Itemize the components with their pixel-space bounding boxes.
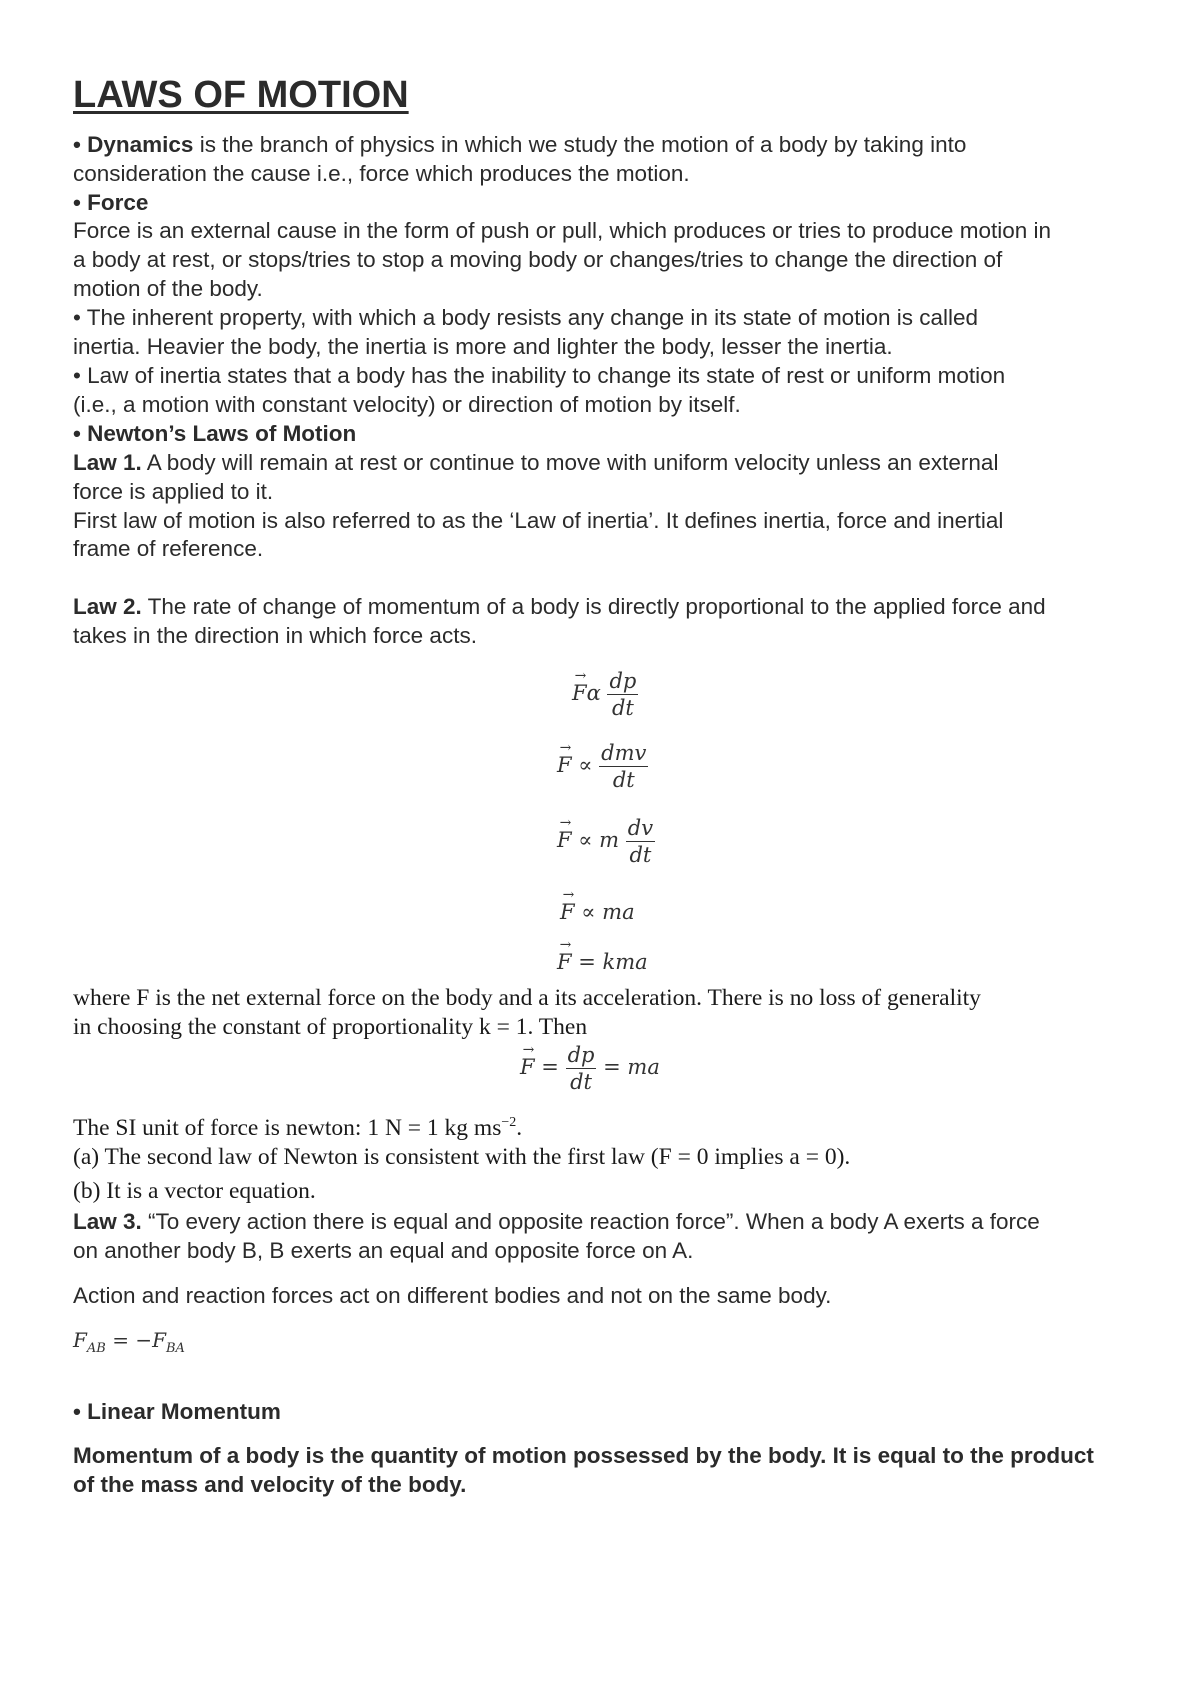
serif-line: (a) The second law of Newton is consistent with the first law (F = 0 implies a = 0). xyxy=(73,1144,851,1170)
eq-rhs: = ma xyxy=(603,1055,660,1079)
heading-text: • Linear Momentum xyxy=(73,1399,281,1424)
text-line: on another body B, B exerts an equal and opposite force on A. xyxy=(73,1238,694,1263)
eq-symbol: F → xyxy=(557,828,572,852)
subscript: AB xyxy=(86,1341,106,1356)
eq-symbol: F xyxy=(73,1328,87,1352)
serif-text: . xyxy=(516,1114,523,1141)
eq-operator: ∝ m xyxy=(578,828,620,852)
bold-text: Momentum of a body is the quantity of motion possessed by the body. It is equal to the product xyxy=(73,1443,1094,1468)
eq-symbol: F → xyxy=(557,753,572,777)
text-line: takes in the direction in which force acts. xyxy=(73,623,477,648)
line-text: is the branch of physics in which we study the motion of a body by taking into xyxy=(193,132,967,157)
eq-symbol: F → xyxy=(560,900,575,924)
serif-line: (b) It is a vector equation. xyxy=(73,1178,316,1204)
bold-line xyxy=(73,1470,466,1500)
serif-line: in choosing the constant of proportionality k = 1. Then xyxy=(73,1014,588,1040)
term-dynamics: • Dynamics xyxy=(73,132,194,157)
denominator: dt xyxy=(629,843,652,867)
text-line: • The inherent property, with which a body resists any change in its state of motion is called xyxy=(73,305,979,330)
text-line: Action and reaction forces act on different bodies and not on the same body. xyxy=(73,1283,832,1308)
equation-6 xyxy=(520,1042,660,1095)
eq-operator: ∝ xyxy=(578,753,593,777)
numerator: dp xyxy=(609,669,637,693)
fraction xyxy=(626,815,655,868)
page-title: LAWS OF MOTION xyxy=(73,74,409,116)
equation-4 xyxy=(560,900,635,924)
fraction xyxy=(607,668,638,721)
law-label: Law 1. xyxy=(73,450,142,475)
heading-text: • Force xyxy=(73,190,149,215)
text-line: a body at rest, or stops/tries to stop a moving body or changes/tries to change the direction of xyxy=(73,247,1003,272)
denominator: dt xyxy=(612,768,635,792)
line-text: “To every action there is equal and opposite reaction force”. When a body A exerts a force xyxy=(141,1209,1040,1234)
eq-symbol: F → xyxy=(572,681,587,705)
text-line xyxy=(73,130,966,160)
bold-text: of the mass and velocity of the body. xyxy=(73,1472,467,1497)
subscript: BA xyxy=(165,1341,185,1356)
equation-1 xyxy=(572,668,638,721)
text-line: motion of the body. xyxy=(73,276,263,301)
heading-text: • Newton’s Laws of Motion xyxy=(73,421,357,446)
text-line: frame of reference. xyxy=(73,536,264,561)
law-label: Law 2. xyxy=(73,594,142,619)
numerator: dmv xyxy=(601,741,647,765)
text-line: Force is an external cause in the form of push or pull, which produces or tries to produce motion in xyxy=(73,218,1051,243)
numerator: dp xyxy=(567,1043,595,1067)
eq-rhs: = kma xyxy=(578,950,648,974)
superscript: −2 xyxy=(501,1115,517,1130)
text-line: force is applied to it. xyxy=(73,479,274,504)
denominator: dt xyxy=(611,696,634,720)
text-line: consideration the cause i.e., force which produces the motion. xyxy=(73,161,690,186)
equation-3 xyxy=(557,815,655,868)
bold-line xyxy=(73,1441,1094,1471)
text-line: • Law of inertia states that a body has the inability to change its state of rest or uniform motion xyxy=(73,363,1006,388)
text-line: (i.e., a motion with constant velocity) or direction of motion by itself. xyxy=(73,392,741,417)
section-heading-newtons-laws xyxy=(73,419,356,449)
law-label: Law 3. xyxy=(73,1209,142,1234)
eq-rhs: ∝ ma xyxy=(581,900,635,924)
line-text: A body will remain at rest or continue to move with uniform velocity unless an external xyxy=(141,450,999,475)
section-heading-linear-momentum xyxy=(73,1397,281,1427)
line-text: The rate of change of momentum of a body is directly proportional to the applied force and xyxy=(141,594,1046,619)
section-heading-force xyxy=(73,188,148,218)
eq-operator: α xyxy=(586,681,601,705)
eq-symbol: F → xyxy=(557,950,572,974)
eq-operator: = −F xyxy=(105,1328,166,1352)
fraction xyxy=(599,740,648,793)
law-3-line xyxy=(73,1207,1040,1237)
law-1-line xyxy=(73,448,998,478)
serif-text: The SI unit of force is newton: 1 N = 1 kg ms xyxy=(73,1114,502,1141)
law-2-line xyxy=(73,592,1046,622)
fraction xyxy=(566,1042,597,1095)
equation-5 xyxy=(557,950,648,974)
equation-2 xyxy=(557,740,648,793)
eq-symbol: F → xyxy=(520,1055,535,1079)
numerator: dv xyxy=(627,816,654,840)
denominator: dt xyxy=(570,1070,592,1094)
serif-line-si-unit xyxy=(73,1108,522,1143)
text-line: First law of motion is also referred to as the ‘Law of inertia’. It defines inertia, force and inertial xyxy=(73,508,1004,533)
serif-line: where F is the net external force on the body and a its acceleration. There is no loss of generality xyxy=(73,985,981,1011)
equation-7 xyxy=(73,1328,185,1356)
text-line: inertia. Heavier the body, the inertia is more and lighter the body, lesser the inertia. xyxy=(73,334,893,359)
eq-operator: = xyxy=(541,1055,559,1079)
